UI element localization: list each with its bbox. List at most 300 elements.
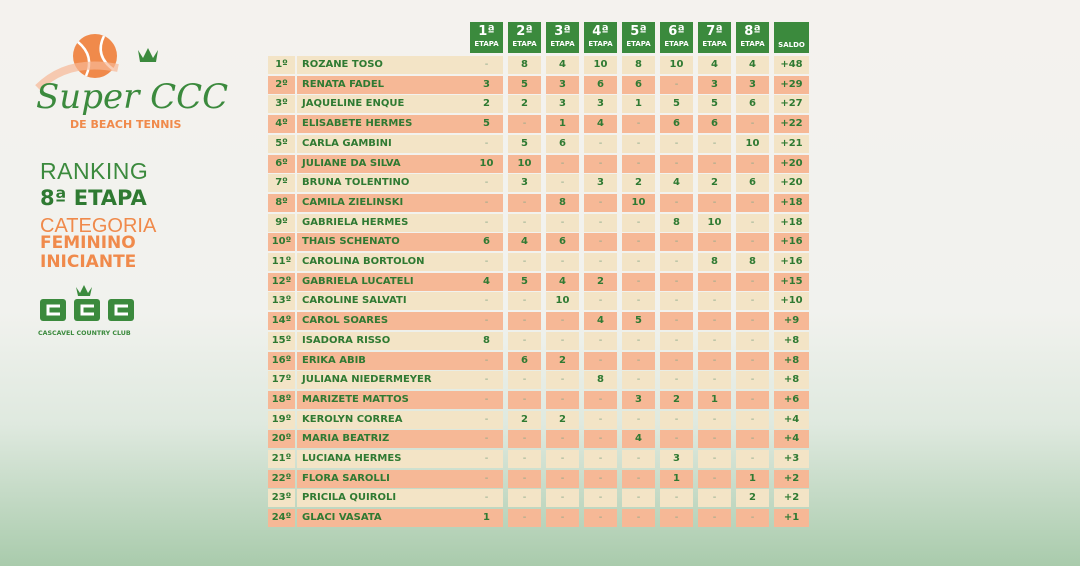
row-saldo: +4 — [774, 411, 809, 429]
row-score-etapa-1: - — [470, 371, 503, 389]
row-score-etapa-4: - — [584, 332, 617, 350]
row-name: ELISABETE HERMES — [297, 115, 472, 133]
row-saldo: +20 — [774, 155, 809, 173]
row-name: GABRIELA HERMES — [297, 214, 472, 232]
row-score-etapa-8: 6 — [736, 174, 769, 192]
row-score-etapa-2: - — [508, 509, 541, 527]
row-score-etapa-3: 6 — [546, 233, 579, 251]
row-score-etapa-8: - — [736, 391, 769, 409]
row-saldo: +29 — [774, 76, 809, 94]
row-score-etapa-4: 8 — [584, 371, 617, 389]
row-score-etapa-7: - — [698, 194, 731, 212]
row-score-etapa-4: - — [584, 233, 617, 251]
row-position: 5º — [268, 135, 295, 153]
row-score-etapa-3: - — [546, 332, 579, 350]
row-score-etapa-1: - — [470, 56, 503, 74]
row-score-etapa-5: 1 — [622, 95, 655, 113]
row-score-etapa-3: - — [546, 214, 579, 232]
row-score-etapa-5: 2 — [622, 174, 655, 192]
row-score-etapa-4: - — [584, 509, 617, 527]
row-score-etapa-1: - — [470, 214, 503, 232]
row-position: 20º — [268, 430, 295, 448]
super-ccc-logo — [28, 28, 229, 138]
row-score-etapa-7: - — [698, 312, 731, 330]
row-score-etapa-6: - — [660, 312, 693, 330]
row-score-etapa-3: - — [546, 253, 579, 271]
row-score-etapa-2: - — [508, 253, 541, 271]
row-saldo: +4 — [774, 430, 809, 448]
row-score-etapa-5: 6 — [622, 76, 655, 94]
row-score-etapa-8: - — [736, 115, 769, 133]
row-score-etapa-6: - — [660, 292, 693, 310]
row-saldo: +2 — [774, 470, 809, 488]
header-number: 3ª — [554, 24, 571, 39]
row-name: CAMILA ZIELINSKI — [297, 194, 472, 212]
row-score-etapa-8: - — [736, 411, 769, 429]
row-saldo: +21 — [774, 135, 809, 153]
row-score-etapa-6: - — [660, 253, 693, 271]
row-position: 23º — [268, 489, 295, 507]
row-score-etapa-1: 10 — [470, 155, 503, 173]
row-saldo: +48 — [774, 56, 809, 74]
row-position: 13º — [268, 292, 295, 310]
ranking-etapa: 8ª ETAPA — [40, 186, 147, 210]
row-score-etapa-6: - — [660, 489, 693, 507]
row-score-etapa-2: - — [508, 489, 541, 507]
row-position: 8º — [268, 194, 295, 212]
row-score-etapa-5: - — [622, 470, 655, 488]
row-score-etapa-7: - — [698, 135, 731, 153]
row-score-etapa-3: 3 — [546, 95, 579, 113]
row-score-etapa-5: 8 — [622, 56, 655, 74]
row-score-etapa-7: 5 — [698, 95, 731, 113]
row-score-etapa-3: - — [546, 509, 579, 527]
row-score-etapa-2: 5 — [508, 273, 541, 291]
row-score-etapa-8: - — [736, 312, 769, 330]
row-position: 4º — [268, 115, 295, 133]
row-name: MARIZETE MATTOS — [297, 391, 472, 409]
row-score-etapa-4: 3 — [584, 174, 617, 192]
row-position: 1º — [268, 56, 295, 74]
row-saldo: +18 — [774, 194, 809, 212]
row-position: 17º — [268, 371, 295, 389]
row-score-etapa-8: 3 — [736, 76, 769, 94]
row-score-etapa-4: - — [584, 155, 617, 173]
row-score-etapa-1: - — [470, 450, 503, 468]
row-score-etapa-8: - — [736, 450, 769, 468]
ranking-title: RANKING — [40, 158, 149, 184]
row-score-etapa-5: 10 — [622, 194, 655, 212]
row-position: 11º — [268, 253, 295, 271]
row-score-etapa-1: 2 — [470, 95, 503, 113]
header-etapa-1 — [470, 22, 503, 53]
row-score-etapa-7: - — [698, 411, 731, 429]
row-score-etapa-7: - — [698, 489, 731, 507]
row-score-etapa-1: 5 — [470, 115, 503, 133]
row-score-etapa-2: 6 — [508, 352, 541, 370]
row-saldo: +1 — [774, 509, 809, 527]
row-score-etapa-3: - — [546, 489, 579, 507]
row-name: CAROLINA BORTOLON — [297, 253, 472, 271]
row-name: CARLA GAMBINI — [297, 135, 472, 153]
row-score-etapa-2: 5 — [508, 135, 541, 153]
row-score-etapa-7: - — [698, 292, 731, 310]
row-score-etapa-5: - — [622, 214, 655, 232]
row-score-etapa-4: - — [584, 430, 617, 448]
row-score-etapa-2: - — [508, 430, 541, 448]
row-score-etapa-7: 2 — [698, 174, 731, 192]
row-score-etapa-6: - — [660, 194, 693, 212]
row-position: 3º — [268, 95, 295, 113]
header-etapa-label: ETAPA — [550, 40, 575, 48]
row-saldo: +2 — [774, 489, 809, 507]
row-score-etapa-3: 3 — [546, 76, 579, 94]
row-score-etapa-5: - — [622, 352, 655, 370]
row-score-etapa-5: - — [622, 489, 655, 507]
row-score-etapa-2: - — [508, 371, 541, 389]
iniciante-label: INICIANTE — [40, 252, 137, 272]
row-score-etapa-2: 10 — [508, 155, 541, 173]
row-score-etapa-3: 6 — [546, 135, 579, 153]
row-score-etapa-1: - — [470, 352, 503, 370]
row-score-etapa-3: 10 — [546, 292, 579, 310]
header-etapa-label: ETAPA — [702, 40, 727, 48]
row-saldo: +8 — [774, 352, 809, 370]
row-score-etapa-3: 4 — [546, 56, 579, 74]
row-score-etapa-3: - — [546, 470, 579, 488]
row-score-etapa-6: - — [660, 411, 693, 429]
row-score-etapa-4: - — [584, 391, 617, 409]
row-score-etapa-3: 2 — [546, 352, 579, 370]
row-position: 9º — [268, 214, 295, 232]
row-score-etapa-4: - — [584, 489, 617, 507]
row-name: GABRIELA LUCATELI — [297, 273, 472, 291]
row-score-etapa-8: - — [736, 214, 769, 232]
row-score-etapa-7: - — [698, 430, 731, 448]
row-saldo: +16 — [774, 253, 809, 271]
row-score-etapa-8: 1 — [736, 470, 769, 488]
header-number: 5ª — [630, 24, 647, 39]
row-position: 21º — [268, 450, 295, 468]
row-score-etapa-1: - — [470, 292, 503, 310]
row-score-etapa-3: - — [546, 371, 579, 389]
row-score-etapa-5: - — [622, 135, 655, 153]
row-score-etapa-7: 1 — [698, 391, 731, 409]
row-score-etapa-4: - — [584, 352, 617, 370]
row-score-etapa-3: 1 — [546, 115, 579, 133]
row-score-etapa-5: - — [622, 233, 655, 251]
row-score-etapa-8: 4 — [736, 56, 769, 74]
row-score-etapa-6: 2 — [660, 391, 693, 409]
row-saldo: +3 — [774, 450, 809, 468]
logo-subtitle: DE BEACH TENNIS — [70, 118, 182, 131]
row-position: 18º — [268, 391, 295, 409]
row-score-etapa-4: 3 — [584, 95, 617, 113]
row-score-etapa-4: - — [584, 135, 617, 153]
header-number: 2ª — [516, 24, 533, 39]
row-score-etapa-3: - — [546, 391, 579, 409]
row-score-etapa-7: - — [698, 233, 731, 251]
row-score-etapa-8: 6 — [736, 95, 769, 113]
row-position: 19º — [268, 411, 295, 429]
row-score-etapa-8: - — [736, 194, 769, 212]
row-name: MARIA BEATRIZ — [297, 430, 472, 448]
row-score-etapa-5: - — [622, 292, 655, 310]
club-name: CASCAVEL COUNTRY CLUB — [38, 330, 131, 337]
row-score-etapa-4: - — [584, 194, 617, 212]
row-score-etapa-7: 6 — [698, 115, 731, 133]
row-score-etapa-2: - — [508, 332, 541, 350]
row-score-etapa-4: - — [584, 253, 617, 271]
row-score-etapa-6: 4 — [660, 174, 693, 192]
row-name: LUCIANA HERMES — [297, 450, 472, 468]
row-score-etapa-4: 10 — [584, 56, 617, 74]
row-score-etapa-1: 8 — [470, 332, 503, 350]
header-etapa-label: ETAPA — [512, 40, 537, 48]
row-score-etapa-7: - — [698, 155, 731, 173]
row-score-etapa-6: 3 — [660, 450, 693, 468]
header-saldo: SALDO — [774, 22, 809, 53]
row-score-etapa-7: - — [698, 509, 731, 527]
row-score-etapa-5: 4 — [622, 430, 655, 448]
row-position: 22º — [268, 470, 295, 488]
row-score-etapa-5: - — [622, 155, 655, 173]
row-score-etapa-4: 6 — [584, 76, 617, 94]
row-score-etapa-2: - — [508, 115, 541, 133]
row-score-etapa-6: 6 — [660, 115, 693, 133]
row-position: 16º — [268, 352, 295, 370]
row-score-etapa-8: - — [736, 371, 769, 389]
ranking-categoria: CATEGORIA — [40, 215, 157, 237]
row-score-etapa-4: - — [584, 470, 617, 488]
row-score-etapa-7: - — [698, 450, 731, 468]
row-score-etapa-7: - — [698, 273, 731, 291]
row-position: 2º — [268, 76, 295, 94]
header-etapa-2 — [508, 22, 541, 53]
row-score-etapa-6: - — [660, 273, 693, 291]
row-score-etapa-5: - — [622, 371, 655, 389]
row-score-etapa-4: - — [584, 292, 617, 310]
row-score-etapa-4: - — [584, 450, 617, 468]
header-etapa-8 — [736, 22, 769, 53]
row-score-etapa-2: 5 — [508, 76, 541, 94]
row-name: GLACI VASATA — [297, 509, 472, 527]
row-score-etapa-8: - — [736, 509, 769, 527]
row-score-etapa-1: - — [470, 312, 503, 330]
row-score-etapa-2: 8 — [508, 56, 541, 74]
row-score-etapa-7: - — [698, 332, 731, 350]
row-score-etapa-8: - — [736, 430, 769, 448]
row-score-etapa-5: - — [622, 411, 655, 429]
header-number: 6ª — [668, 24, 685, 39]
row-name: ROZANE TOSO — [297, 56, 472, 74]
row-score-etapa-3: - — [546, 155, 579, 173]
row-name: ISADORA RISSO — [297, 332, 472, 350]
row-score-etapa-3: - — [546, 430, 579, 448]
row-score-etapa-6: - — [660, 371, 693, 389]
row-name: FLORA SAROLLI — [297, 470, 472, 488]
row-name: CAROL SOARES — [297, 312, 472, 330]
row-score-etapa-7: 10 — [698, 214, 731, 232]
row-position: 10º — [268, 233, 295, 251]
row-name: THAIS SCHENATO — [297, 233, 472, 251]
row-name: ERIKA ABIB — [297, 352, 472, 370]
row-saldo: +9 — [774, 312, 809, 330]
row-score-etapa-1: - — [470, 135, 503, 153]
row-score-etapa-5: - — [622, 273, 655, 291]
row-score-etapa-1: - — [470, 194, 503, 212]
row-score-etapa-8: 2 — [736, 489, 769, 507]
row-saldo: +15 — [774, 273, 809, 291]
header-number: 4ª — [592, 24, 609, 39]
row-score-etapa-3: 2 — [546, 411, 579, 429]
row-score-etapa-1: - — [470, 411, 503, 429]
header-etapa-7 — [698, 22, 731, 53]
row-name: PRICILA QUIROLI — [297, 489, 472, 507]
row-score-etapa-5: - — [622, 450, 655, 468]
row-name: JULIANA NIEDERMEYER — [297, 371, 472, 389]
header-etapa-label: ETAPA — [588, 40, 613, 48]
row-score-etapa-1: 4 — [470, 273, 503, 291]
row-score-etapa-3: - — [546, 450, 579, 468]
row-score-etapa-2: 4 — [508, 233, 541, 251]
row-saldo: +6 — [774, 391, 809, 409]
row-score-etapa-6: - — [660, 135, 693, 153]
row-saldo: +27 — [774, 95, 809, 113]
row-score-etapa-6: - — [660, 430, 693, 448]
row-score-etapa-4: - — [584, 214, 617, 232]
row-saldo: +16 — [774, 233, 809, 251]
row-score-etapa-2: - — [508, 292, 541, 310]
row-score-etapa-8: 10 — [736, 135, 769, 153]
row-name: JULIANE DA SILVA — [297, 155, 472, 173]
row-name: CAROLINE SALVATI — [297, 292, 472, 310]
row-name: RENATA FADEL — [297, 76, 472, 94]
row-position: 14º — [268, 312, 295, 330]
row-score-etapa-3: 4 — [546, 273, 579, 291]
row-score-etapa-8: - — [736, 233, 769, 251]
row-score-etapa-2: 3 — [508, 174, 541, 192]
row-score-etapa-8: - — [736, 352, 769, 370]
row-score-etapa-4: 2 — [584, 273, 617, 291]
row-score-etapa-8: - — [736, 155, 769, 173]
row-position: 6º — [268, 155, 295, 173]
header-etapa-label: ETAPA — [626, 40, 651, 48]
row-score-etapa-5: 5 — [622, 312, 655, 330]
row-score-etapa-6: 1 — [660, 470, 693, 488]
ranking-category-name — [40, 234, 136, 272]
row-score-etapa-7: - — [698, 352, 731, 370]
row-score-etapa-8: - — [736, 292, 769, 310]
row-name: JAQUELINE ENQUE — [297, 95, 472, 113]
header-etapa-label: ETAPA — [664, 40, 689, 48]
header-etapa-6 — [660, 22, 693, 53]
row-score-etapa-7: 3 — [698, 76, 731, 94]
row-score-etapa-2: 2 — [508, 95, 541, 113]
row-score-etapa-3: 8 — [546, 194, 579, 212]
row-score-etapa-1: - — [470, 253, 503, 271]
feminino-label: FEMININO — [40, 233, 136, 253]
row-position: 15º — [268, 332, 295, 350]
header-etapa-label: ETAPA — [474, 40, 499, 48]
left-panel — [0, 0, 230, 566]
row-saldo: +8 — [774, 371, 809, 389]
logo-title: Super CCC — [36, 77, 229, 117]
row-score-etapa-6: - — [660, 332, 693, 350]
header-etapa-4 — [584, 22, 617, 53]
row-score-etapa-3: - — [546, 174, 579, 192]
row-score-etapa-6: - — [660, 233, 693, 251]
row-score-etapa-7: 8 — [698, 253, 731, 271]
row-score-etapa-6: 10 — [660, 56, 693, 74]
header-etapa-label: ETAPA — [740, 40, 765, 48]
row-score-etapa-6: 8 — [660, 214, 693, 232]
cascavel-country-club-logo — [38, 285, 138, 340]
row-score-etapa-1: - — [470, 391, 503, 409]
row-score-etapa-5: - — [622, 253, 655, 271]
row-score-etapa-8: - — [736, 273, 769, 291]
header-etapa-5 — [622, 22, 655, 53]
row-score-etapa-2: 2 — [508, 411, 541, 429]
row-score-etapa-2: - — [508, 312, 541, 330]
header-etapa-3 — [546, 22, 579, 53]
row-score-etapa-4: - — [584, 411, 617, 429]
row-score-etapa-2: - — [508, 391, 541, 409]
row-score-etapa-1: - — [470, 489, 503, 507]
row-saldo: +22 — [774, 115, 809, 133]
row-score-etapa-6: - — [660, 352, 693, 370]
row-name: KEROLYN CORREA — [297, 411, 472, 429]
row-score-etapa-5: 3 — [622, 391, 655, 409]
row-score-etapa-1: - — [470, 470, 503, 488]
row-score-etapa-2: - — [508, 470, 541, 488]
row-score-etapa-6: - — [660, 509, 693, 527]
row-score-etapa-6: - — [660, 76, 693, 94]
header-number: 8ª — [744, 24, 761, 39]
row-score-etapa-7: 4 — [698, 56, 731, 74]
row-position: 7º — [268, 174, 295, 192]
row-score-etapa-4: 4 — [584, 312, 617, 330]
header-number: 1ª — [478, 24, 495, 39]
row-score-etapa-1: 1 — [470, 509, 503, 527]
row-score-etapa-6: 5 — [660, 95, 693, 113]
row-saldo: +8 — [774, 332, 809, 350]
row-saldo: +10 — [774, 292, 809, 310]
row-score-etapa-5: - — [622, 509, 655, 527]
row-score-etapa-8: - — [736, 332, 769, 350]
row-score-etapa-2: - — [508, 450, 541, 468]
row-score-etapa-2: - — [508, 194, 541, 212]
row-saldo: +20 — [774, 174, 809, 192]
row-score-etapa-6: - — [660, 155, 693, 173]
header-number: 7ª — [706, 24, 723, 39]
row-score-etapa-1: 6 — [470, 233, 503, 251]
row-position: 24º — [268, 509, 295, 527]
row-saldo: +18 — [774, 214, 809, 232]
row-score-etapa-8: 8 — [736, 253, 769, 271]
row-score-etapa-7: - — [698, 470, 731, 488]
row-score-etapa-4: 4 — [584, 115, 617, 133]
row-score-etapa-3: - — [546, 312, 579, 330]
row-score-etapa-5: - — [622, 115, 655, 133]
row-score-etapa-5: - — [622, 332, 655, 350]
row-score-etapa-7: - — [698, 371, 731, 389]
row-score-etapa-1: - — [470, 430, 503, 448]
row-name: BRUNA TOLENTINO — [297, 174, 472, 192]
row-score-etapa-2: - — [508, 214, 541, 232]
row-score-etapa-1: - — [470, 174, 503, 192]
row-position: 12º — [268, 273, 295, 291]
